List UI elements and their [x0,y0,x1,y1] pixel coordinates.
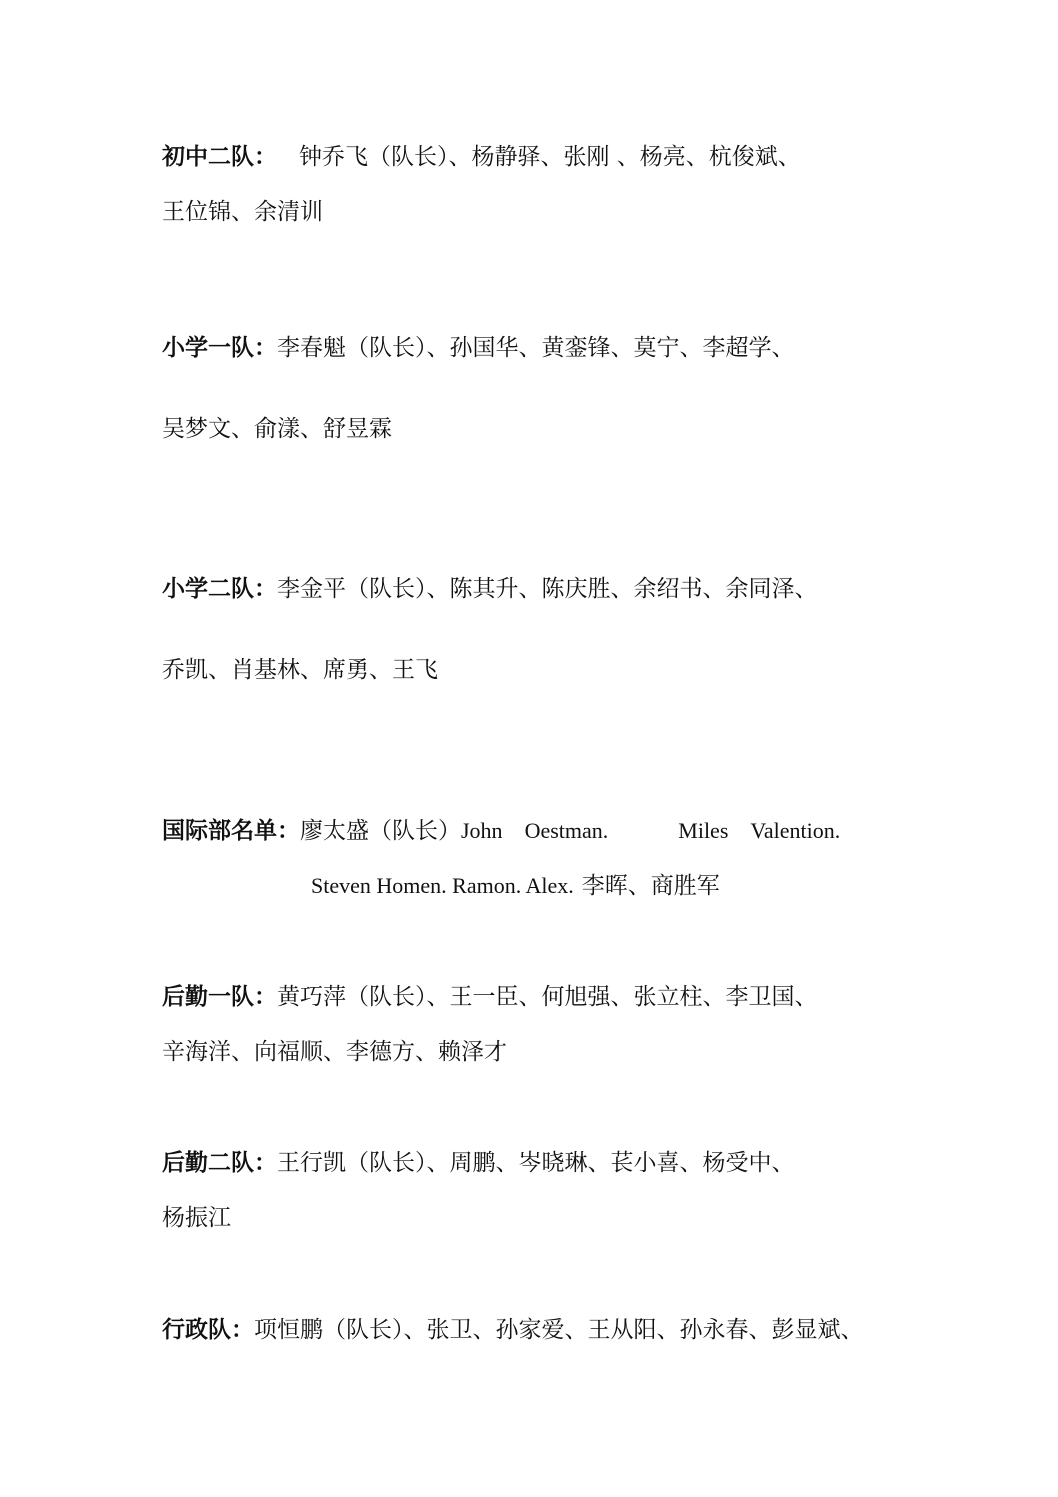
logistics1-label: 后勤一队： [162,983,277,1010]
logistics2-line1 [162,1148,795,1178]
international-name-miles: Miles [678,818,729,843]
logistics2-members-2: 杨振江 [162,1205,231,1231]
junior2-line2 [162,197,323,227]
primary2-label: 小学二队： [162,575,277,602]
international-leader: 廖太盛（队长） [300,818,461,844]
international-line2 [311,871,720,901]
primary1-line2 [162,414,392,444]
logistics1-line1 [162,982,818,1012]
admin-line1 [162,1315,864,1345]
international-label: 国际部名单： [162,817,300,844]
logistics1-members-2: 辛海洋、向福顺、李德方、赖泽才 [162,1039,507,1065]
logistics1-members-1: 黄巧萍（队长）、王一臣、何旭强、张立柱、李卫国、 [277,984,818,1010]
primary2-line2 [162,655,438,685]
international-name-oestman: Oestman. [524,818,609,843]
logistics2-line2 [162,1203,231,1233]
junior2-members-2: 王位锦、余清训 [162,199,323,225]
primary2-line1 [162,574,818,604]
international-names-latin: Steven Homen. Ramon. Alex. [311,873,574,898]
primary2-members-2: 乔凯、肖基林、席勇、王飞 [162,657,438,683]
international-line1 [162,816,840,846]
logistics1-line2 [162,1037,507,1067]
primary1-line1 [162,333,795,363]
primary2-members-1: 李金平（队长）、陈其升、陈庆胜、余绍书、余同泽、 [277,576,818,602]
international-names-cn: 李晖、商胜军 [581,873,720,899]
logistics2-label: 后勤二队： [162,1149,277,1176]
primary1-label: 小学一队： [162,334,277,361]
junior2-members-1: 钟乔飞（队长）、杨静驿、张刚 、杨亮、杭俊斌、 [299,144,801,170]
primary1-members-2: 吴梦文、俞漾、舒昱霖 [162,416,392,442]
admin-label: 行政队： [162,1316,254,1343]
junior2-label: 初中二队： [162,143,277,170]
primary1-members-1: 李春魁（队长）、孙国华、黄銮锋、莫宁、李超学、 [277,335,795,361]
international-name-john: John [461,818,503,843]
admin-members-1: 项恒鹏（队长）、张卫、孙家爱、王从阳、孙永春、彭显斌、 [254,1317,864,1343]
junior2-line1 [162,142,801,172]
international-name-valention: Valention. [750,818,841,843]
logistics2-members-1: 王行凯（队长）、周鹏、岑晓琳、苌小喜、杨受中、 [277,1150,795,1176]
